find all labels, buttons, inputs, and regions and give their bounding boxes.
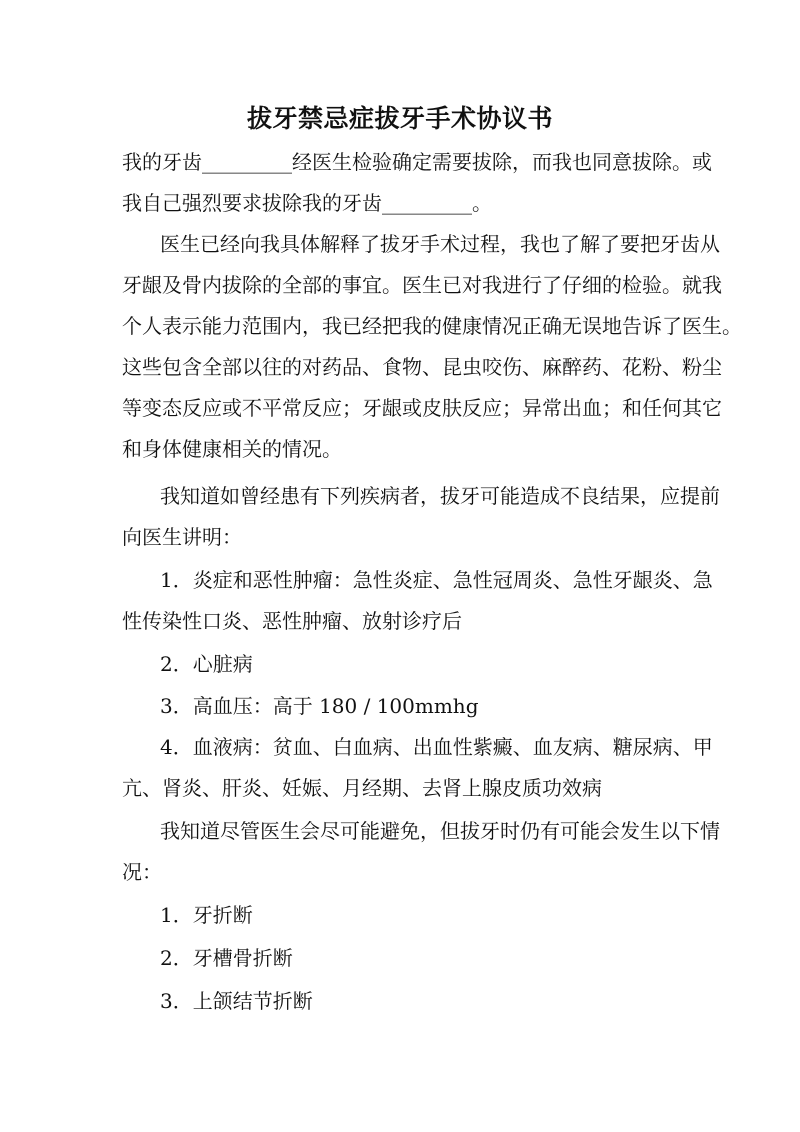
paragraph-line: 个人表示能力范围内，我已经把我的健康情况正确无误地告诉了医生。: [122, 314, 742, 338]
paragraph-line: 我知道尽管医生会尽可能避免，但拔牙时仍有可能会发生以下情: [160, 819, 720, 843]
list-item-line: 1．炎症和恶性肿瘤：急性炎症、急性冠周炎、急性牙龈炎、急: [160, 568, 713, 592]
list-item-line: 性传染性口炎、恶性肿瘤、放射诊疗后: [122, 609, 462, 633]
list-item-line: 1．牙折断: [160, 903, 253, 927]
list-item-line: 2．心脏病: [160, 652, 253, 676]
document-title: 拔牙禁忌症拔牙手术协议书: [246, 104, 553, 133]
paragraph-line: 我自己强烈要求拔除我的牙齿_________。: [122, 191, 492, 215]
list-item-line: 3．上颌结节折断: [160, 989, 313, 1013]
list-item-line: 亢、肾炎、肝炎、妊娠、月经期、去肾上腺皮质功效病: [122, 776, 602, 800]
list-item-line: 3．高血压：高于 180 / 100mmhg: [160, 694, 479, 718]
paragraph-line: 这些包含全部以往的对药品、食物、昆虫咬伤、麻醉药、花粉、粉尘: [122, 355, 722, 379]
paragraph-line: 牙龈及骨内拔除的全部的事宜。医生已对我进行了仔细的检验。就我: [122, 273, 722, 297]
list-item-line: 4．血液病：贫血、白血病、出血性紫癜、血友病、糖尿病、甲: [160, 735, 713, 759]
paragraph-line: 我知道如曾经患有下列疾病者，拔牙可能造成不良结果，应提前: [160, 484, 720, 508]
paragraph-line: 我的牙齿_________经医生检验确定需要拔除，而我也同意拔除。或: [122, 150, 712, 174]
paragraph-line: 等变态反应或不平常反应；牙龈或皮肤反应；异常出血；和任何其它: [122, 396, 722, 420]
list-item-line: 2．牙槽骨折断: [160, 946, 293, 970]
paragraph-line: 况：: [122, 860, 162, 884]
paragraph-line: 向医生讲明：: [122, 525, 242, 549]
paragraph-line: 和身体健康相关的情况。: [122, 437, 342, 461]
paragraph-line: 医生已经向我具体解释了拔牙手术过程，我也了解了要把牙齿从: [160, 232, 720, 256]
